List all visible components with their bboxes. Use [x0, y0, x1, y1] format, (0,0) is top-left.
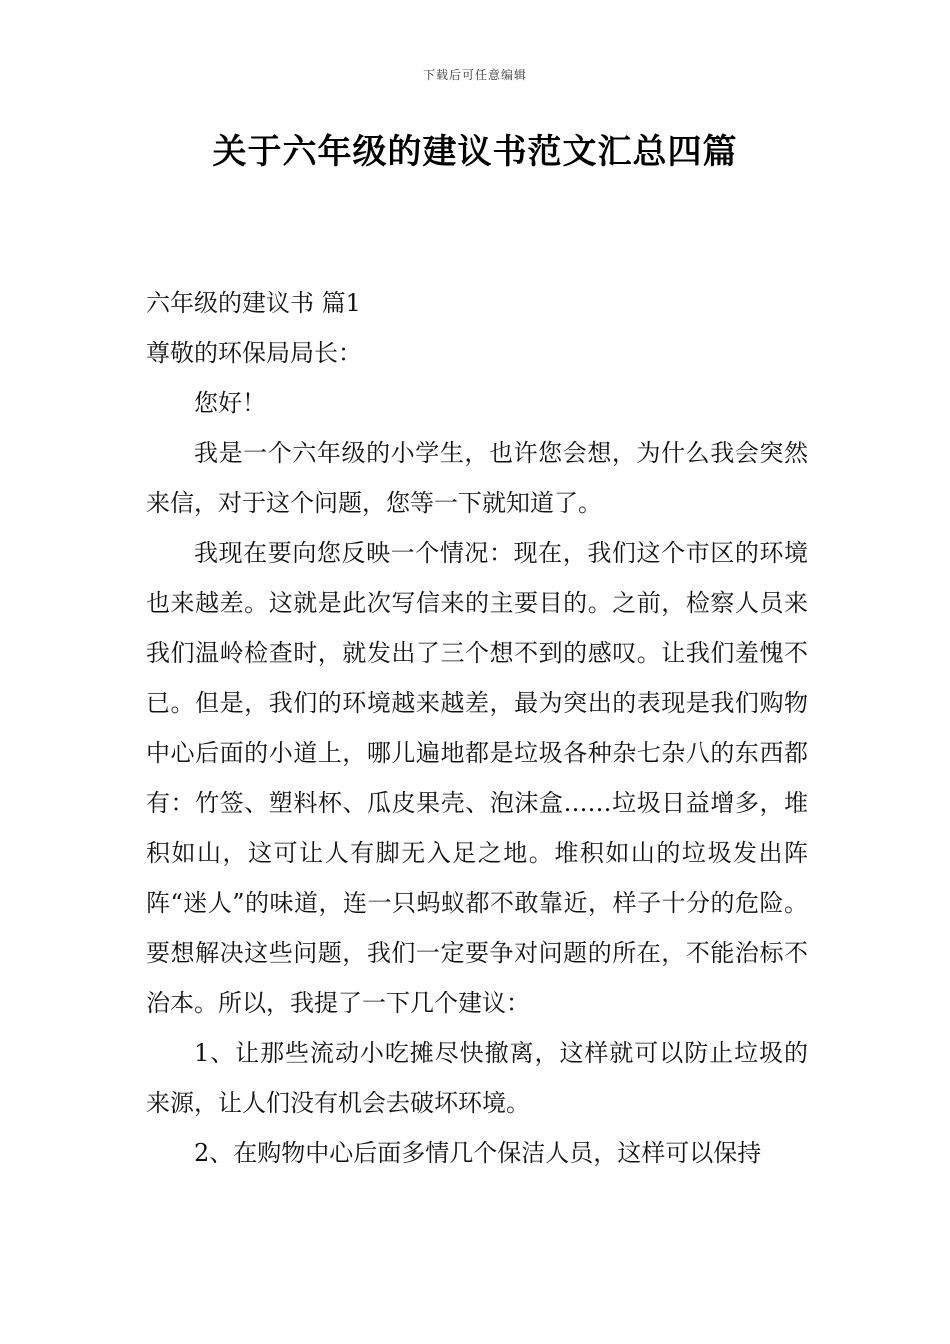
- section-heading: 六年级的建议书 篇1: [146, 289, 361, 317]
- paragraph-suggestion-1: 1、让那些流动小吃摊尽快撤离，这样就可以防止垃圾的来源，让人们没有机会去破坏环境。: [146, 1039, 808, 1117]
- greeting: 您好！: [194, 389, 266, 417]
- document-body: [146, 278, 808, 1178]
- document-title: 关于六年级的建议书范文汇总四篇: [212, 132, 738, 172]
- paragraph-suggestion-2: 2、在购物中心后面多情几个保洁人员，这样可以保持: [194, 1139, 762, 1167]
- header-note: 下载后可任意编辑: [422, 68, 527, 82]
- salutation: 尊敬的环保局局长：: [146, 339, 362, 367]
- paragraph-situation: 我现在要向您反映一个情况：现在，我们这个市区的环境也来越差。这就是此次写信来的主要目的。之前，检察人员来我们温岭检查时，就发出了三个想不到的感叹。让我们羞愧不已。但是，我们的环境越来越差，最为突出的表现是我们购物中心后面的小道上，哪儿遍地都是垃圾各种杂七杂八的东西都有：竹签、塑料杯、瓜皮果壳、泡沫盒……垃圾日益增多，堆积如山，这可让人有脚无入足之地。堆积如山的垃圾发出阵阵“迷人”的味道，连一只蚂蚁都不敢靠近，样子十分的危险。要想解决这些问题，我们一定要争对问题的所在，不能治标不治本。所以，我提了一下几个建议：: [146, 539, 808, 1017]
- paragraph-intro: 我是一个六年级的小学生，也许您会想，为什么我会突然来信，对于这个问题，您等一下就知道了。: [146, 439, 808, 517]
